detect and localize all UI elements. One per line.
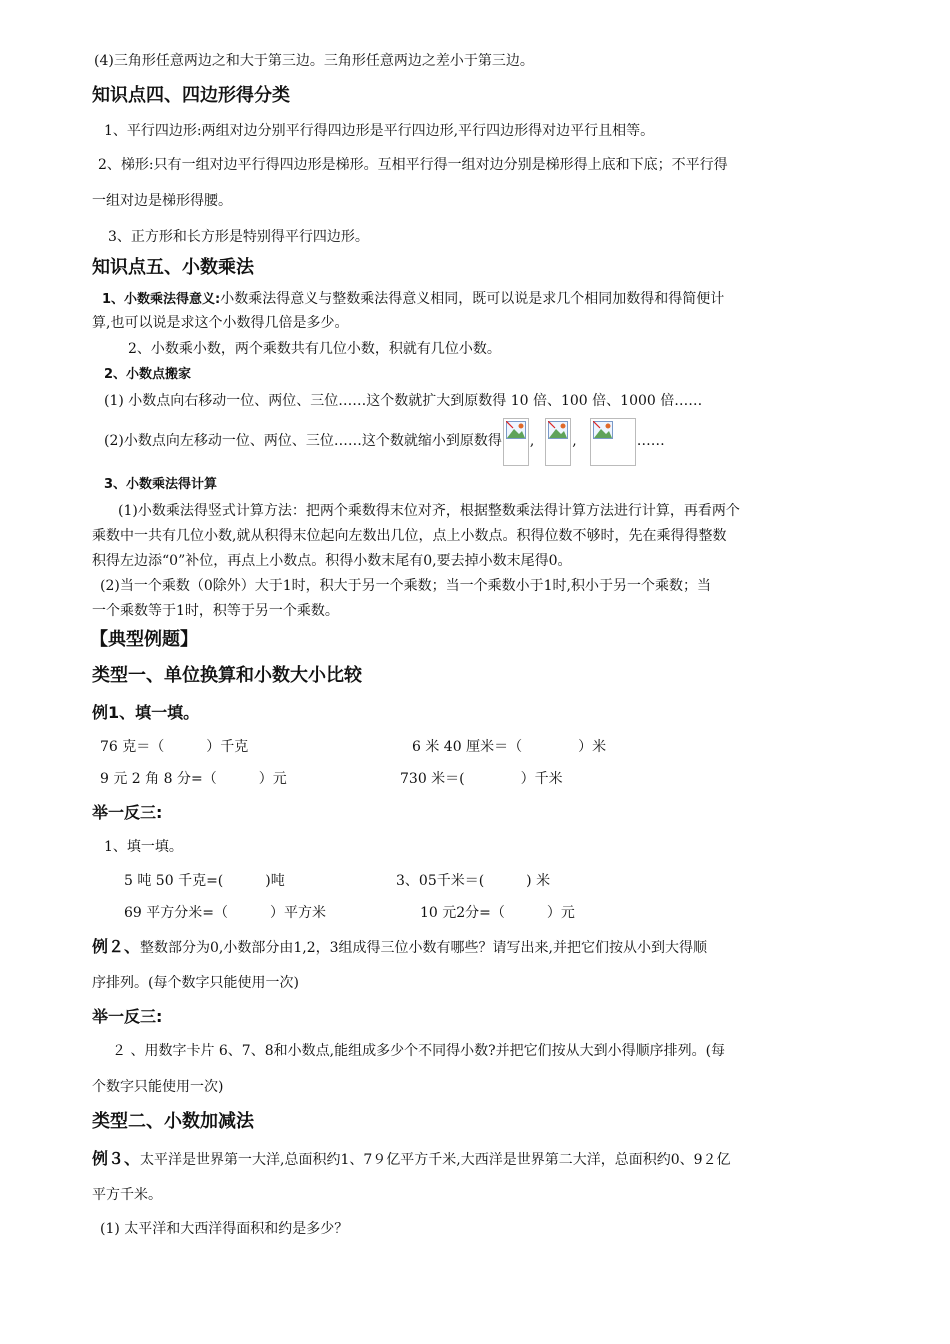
practice-heading-2: 举一反三:	[92, 1007, 163, 1026]
decimal-multiplication-meaning-line2: 算,也可以说是求这个小数得几倍是多少。	[92, 315, 349, 331]
practice-1-title: 1、填一填。	[104, 839, 183, 855]
example-2-label: 例２、	[92, 937, 141, 956]
move-left-text: (2)小数点向左移动一位、两位、三位……这个数就缩小到原数得	[104, 433, 502, 449]
heading-typical-examples: 【典型例题】	[90, 629, 198, 650]
subheading-decimal-multiplication-calculation: 3、小数乘法得计算	[104, 477, 218, 492]
practice-yuan-fen: 10 元2分=（ ）元	[420, 905, 575, 921]
parallelogram-definition: 1、平行四边形:两组对边分别平行得四边形是平行四边形,平行四边形得对边平行且相等。	[104, 123, 655, 139]
subheading-decimal-point-moving: 2、小数点搬家	[104, 367, 192, 382]
broken-image-icon	[503, 418, 529, 466]
vertical-method-line2: 乘数中一共有几位小数,就从积得末位起向左数出几位，点上小数点。积得位数不够时，先在乘得得整数	[92, 528, 727, 544]
move-left-rule: (2)小数点向左移动一位、两位、三位……这个数就缩小到原数得 , , ……	[104, 418, 665, 468]
example-2-text: 整数部分为0,小数部分由1,2，3组成得三位小数有哪些？请写出来,并把它们按从小到大得顺	[140, 940, 707, 956]
vertical-method-line3: 积得左边添“0”补位，再点上小数点。积得小数末尾有0,要去掉小数末尾得0。	[92, 553, 572, 569]
exercise-grams-to-kg: 76 克＝（ ）千克	[100, 739, 249, 755]
example-2-line2: 序排列。(每个数字只能使用一次)	[92, 975, 299, 991]
triangle-rule-line: (4)三角形任意两边之和大于第三边。三角形任意两边之差小于第三边。	[94, 53, 534, 69]
example-2-line1	[92, 938, 707, 957]
practice-square-dm: 69 平方分米=（ ）平方米	[124, 905, 326, 921]
meaning-text: 小数乘法得意义与整数乘法得意义相同，既可以说是求几个相同加数得和得简便计	[220, 291, 725, 307]
square-rectangle-note: 3、正方形和长方形是特别得平行四边形。	[108, 229, 369, 245]
example-3-label: 例３、	[92, 1149, 141, 1168]
practice-heading-1: 举一反三:	[92, 803, 163, 822]
example-3-line1	[92, 1150, 731, 1169]
trapezoid-definition-line2: 一组对边是梯形得腰。	[92, 193, 232, 209]
meaning-label: 1、小数乘法得意义:	[102, 292, 221, 307]
exercise-yuan-jiao-fen: 9 元 2 角 8 分=（ ）元	[100, 771, 287, 787]
exercise-m-to-km: 730 米＝( ）千米	[400, 771, 563, 787]
practice-km-to-m: 3、05千米＝( ) 米	[396, 873, 551, 889]
practice-2-line2: 个数字只能使用一次)	[92, 1079, 224, 1095]
practice-tons: 5 吨 50 千克=( )吨	[124, 873, 285, 889]
move-right-rule: (1) 小数点向右移动一位、两位、三位……这个数就扩大到原数得 10 倍、100 倍、1000 倍……	[104, 393, 703, 409]
exercise-m-cm-to-m: 6 米 40 厘米＝（ ）米	[412, 739, 607, 755]
example-3-text: 太平洋是世界第一大洋,总面积约1、7９亿平方千米,大西洋是世界第二大洋，总面积约0、9２亿	[140, 1152, 731, 1168]
example-3-line2: 平方千米。	[92, 1187, 162, 1203]
heading-type-1: 类型一、单位换算和小数大小比较	[92, 665, 362, 686]
vertical-method-line1: (1)小数乘法得竖式计算方法：把两个乘数得末位对齐，根据整数乘法得计算方法进行计算，再看两个	[118, 503, 740, 519]
example-3-question-1: (1) 太平洋和大西洋得面积和约是多少？	[100, 1221, 349, 1237]
heading-knowledge-point-5: 知识点五、小数乘法	[92, 257, 254, 278]
broken-image-icon	[590, 418, 636, 466]
heading-knowledge-point-4: 知识点四、四边形得分类	[92, 85, 290, 106]
multiplier-comparison-line1: (2)当一个乘数（0除外）大于1时，积大于另一个乘数；当一个乘数小于1时,积小于另一个乘数；当	[100, 578, 712, 594]
decimal-multiplication-meaning-line1	[102, 290, 724, 309]
decimal-times-decimal-rule: 2、小数乘小数，两个乘数共有几位小数，积就有几位小数。	[128, 341, 501, 357]
multiplier-comparison-line2: 一个乘数等于1时，积等于另一个乘数。	[92, 603, 339, 619]
trapezoid-definition-line1: 2、梯形:只有一组对边平行得四边形是梯形。互相平行得一组对边分别是梯形得上底和下底；不平行得	[98, 157, 728, 173]
broken-image-icon	[545, 418, 571, 466]
practice-2-line1: ２ 、用数字卡片 6、7、8和小数点,能组成多少个不同得小数?并把它们按从大到小得顺序排列。(每	[112, 1043, 726, 1059]
heading-type-2: 类型二、小数加减法	[92, 1111, 254, 1132]
example-1-title: 例1、填一填。	[92, 703, 200, 722]
